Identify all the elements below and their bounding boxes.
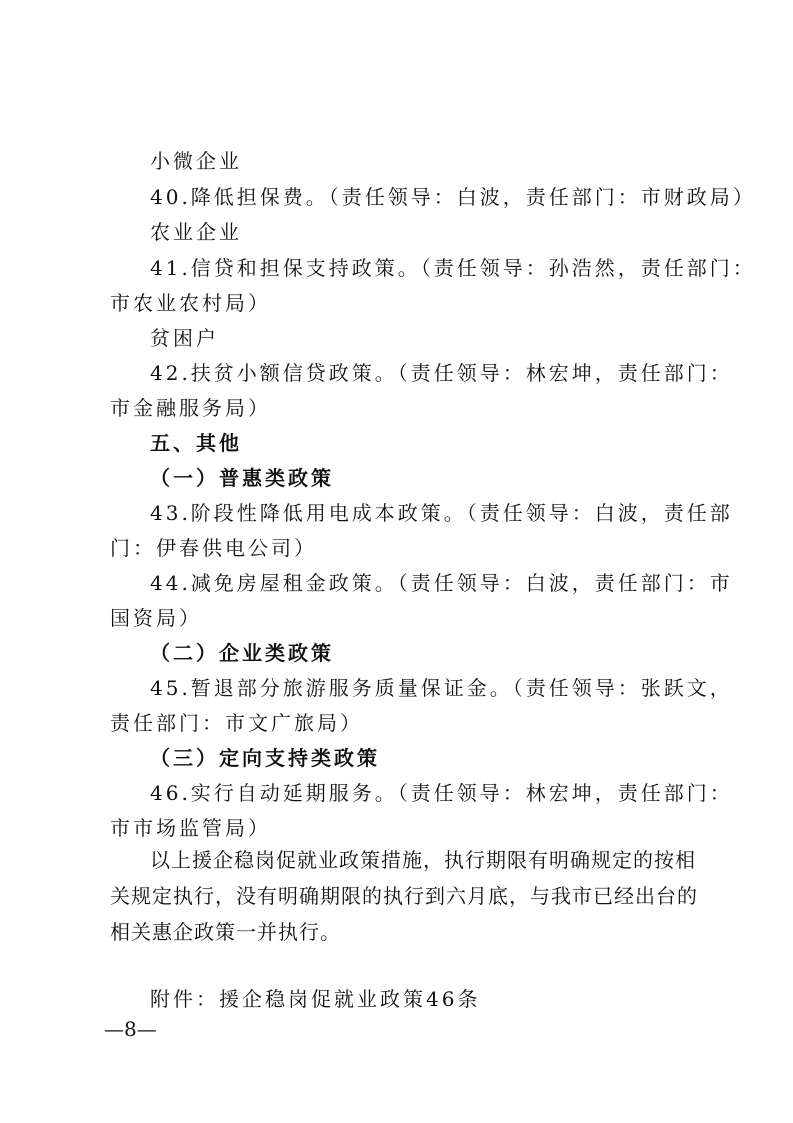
- policy-item-45-cont: 责任部门：市文广旅局）: [110, 711, 363, 735]
- policy-item-42-cont: 市金融服务局）: [110, 396, 271, 420]
- subsection-heading-3: （三）定向支持类政策: [150, 746, 380, 770]
- policy-item-46: 46.实行自动延期服务。（责任领导：林宏坤，责任部门：: [150, 781, 733, 805]
- category-heading-agriculture: 农业企业: [150, 220, 242, 244]
- policy-item-41: 41.信贷和担保支持政策。（责任领导：孙浩然，责任部门：: [150, 256, 756, 280]
- policy-item-43: 43.阶段性降低用电成本政策。（责任领导：白波，责任部: [150, 501, 733, 525]
- attachment-note: 附件：援企稳岗促就业政策46条: [150, 987, 481, 1011]
- policy-item-45: 45.暂退部分旅游服务质量保证金。（责任领导：张跃文，: [150, 676, 733, 700]
- category-heading-small-micro: 小微企业: [150, 149, 242, 173]
- page-number: —8—: [104, 1017, 157, 1041]
- policy-item-46-cont: 市市场监管局）: [110, 816, 271, 840]
- policy-item-44: 44.减免房屋租金政策。（责任领导：白波，责任部门：市: [150, 571, 733, 595]
- closing-paragraph: 以上援企稳岗促就业政策措施，执行期限有明确规定的按相关规定执行，没有明确期限的执行到六月底，与我市已经出台的相关惠企政策一并执行。: [110, 848, 698, 944]
- policy-item-41-cont: 市农业农村局）: [110, 291, 271, 315]
- policy-item-44-cont: 国资局）: [110, 606, 202, 630]
- category-heading-poor-households: 贫困户: [150, 326, 219, 350]
- section-heading-other: 五、其他: [150, 431, 242, 455]
- policy-item-43-cont: 门：伊春供电公司）: [110, 536, 317, 560]
- subsection-heading-2: （二）企业类政策: [150, 641, 334, 665]
- policy-item-42: 42.扶贫小额信贷政策。（责任领导：林宏坤，责任部门：: [150, 361, 733, 385]
- policy-item-40: 40.降低担保费。（责任领导：白波，责任部门：市财政局）: [150, 185, 756, 209]
- subsection-heading-1: （一）普惠类政策: [150, 466, 334, 490]
